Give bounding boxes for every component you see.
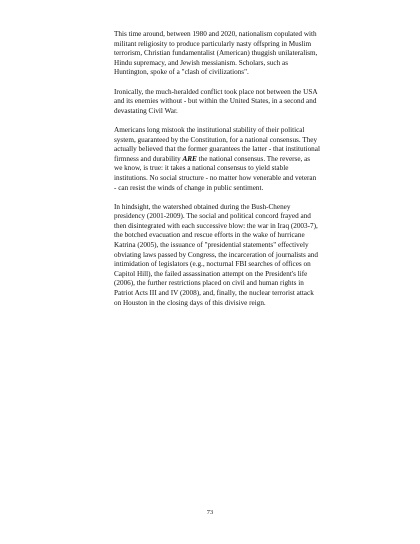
paragraph-3-after: the national consensus. The reverse, as we know, is true: it takes a national consensus to yield stable institutions. No social structure - no matter how venerable and veteran - can resist the winds of change in public sentiment. (114, 154, 317, 192)
paragraph-3-emphasis: ARE (182, 154, 197, 163)
paragraph-4: In hindsight, the watershed obtained during the Bush-Cheney presidency (2001-2009). The social and political concord frayed and then disintegrated with each successive blow: the war in Iraq (2003-7), the botched evacuation and rescue efforts in the wake of hurricane Katrina (2005), the issuance of "presidential statements" effectively obviating laws passed by Congress, the incarceration of journalists and intimidation of legislators (e.g., nocturnal FBI searches of offices on Capitol Hill), the failed assassination attempt on the President's life (2006), the further restrictions placed on civil and human rights in Patriot Acts III and IV (2008), and, finally, the nuclear terrorist attack on Houston in the closing days of this divisive reign. (114, 202, 318, 307)
paragraph-3 (114, 126, 320, 193)
paragraph-1: This time around, between 1980 and 2020, nationalism copulated with militant religiosity to produce particularly nasty offspring in Muslim terrorism, Christian fundamentalist (American) thuggish unilateralism, Hindu supremacy, and Jewish messianism. Scholars, such as Huntington, spoke of a "clash of civilizations". (114, 30, 318, 77)
body-text (114, 30, 320, 318)
paragraph-3-before: Americans long mistook the institutional stability of their political system, guaranteed by the Constitution, for a national consensus. They actually believed that the former guarantees the latter - that institutional firmness and durability (114, 125, 320, 163)
page-number: 73 (206, 509, 214, 516)
paragraph-2: Ironically, the much-heralded conflict took place not between the USA and its enemies without - but within the United States, in a second and devastating Civil War. (114, 87, 318, 115)
